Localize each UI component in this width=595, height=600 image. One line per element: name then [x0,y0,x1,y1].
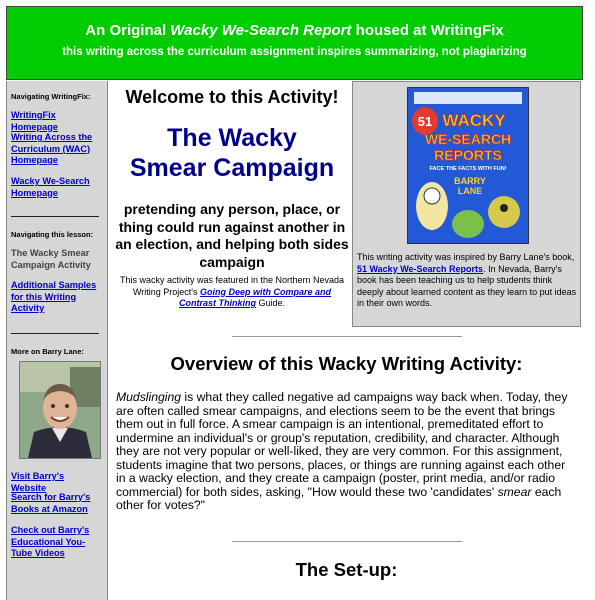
activity-description: pretending any person, place, or thing could run against another in an election, and helping both sides campaign [115,201,349,270]
svg-text:WE-SEARCH: WE-SEARCH [424,131,512,147]
svg-text:REPORTS: REPORTS [434,147,502,163]
book-cover-image[interactable] [407,87,529,244]
sidebar-divider [11,333,99,334]
sidebar-nav-header: Navigating WritingFix: [11,92,91,101]
featured-note: This wacky activity was featured in the Northern Nevada Writing Project's Going Deep with Compare and Contrast Thinking Guide. [119,275,345,308]
overview-paragraph: Mudslinging is what they called negative ad campaigns way back when. Today, they are often called smear campaigns, and elections seem to be the event that brings them out in full force. A smear campaign is an intentional, premeditated effort to undermine an individual's or group's reputation, credibility, and character. Although they are not very popular or well-liked, they are very common. For this assignment, students imagine that two persons, places, or things are running against each other in a wacky election, and they create a campaign (poster, print media, and/or radio commercial) for both sides, asking, "How would these two 'candidates' smear each other for votes?" [116,390,568,512]
svg-text:BARRY: BARRY [454,176,486,186]
activity-title [112,123,352,183]
overview-heading: Overview of this Wacky Writing Activity: [170,353,523,374]
section-divider [232,541,462,542]
barry-lane-photo [19,361,101,459]
sidebar-link-barry-books-amazon[interactable]: Search for Barry's Books at Amazon [11,492,91,514]
welcome-heading: Welcome to this Activity! [125,87,339,107]
activity-title-line2: Smear Campaign [129,154,335,182]
svg-text:LANE: LANE [457,186,483,196]
page-title: An Original Wacky We-Search Report housed at WritingFix [85,22,504,39]
sidebar-lesson-header: Navigating this lesson: [11,230,94,239]
header-banner [6,6,583,80]
book-panel [352,81,581,327]
activity-title-line1: The Wacky [167,124,297,152]
sidebar-link-additional-samples[interactable]: Additional Samples for this Writing Activity [11,280,97,313]
sidebar-more-header: More on Barry Lane: [11,347,84,356]
welcome-panel [112,81,352,327]
sidebar-link-barry-website[interactable]: Visit Barry's Website [11,471,65,493]
inspiration-note: This writing activity was inspired by Barry Lane's book, 51 Wacky We-Search Reports. In Nevada, Barry's book has been teaching us to help students think deeply about learned content as they learn to put ideas in their own words. [357,252,577,308]
book-title-link[interactable]: 51 Wacky We-Search Reports [357,263,484,274]
sidebar-link-wac-home[interactable]: Writing Across the Curriculum (WAC) Homepage [11,132,93,165]
featured-guide-link[interactable]: Going Deep with Compare and Contrast Thinking [178,286,332,308]
svg-text:WACKY: WACKY [442,111,506,130]
section-divider [232,336,462,337]
sidebar-link-wacky-we-search-home[interactable]: Wacky We-Search Homepage [11,176,90,198]
sidebar-current-lesson: The Wacky Smear Campaign Activity [11,248,91,270]
svg-text:51: 51 [417,114,433,129]
svg-text:FACE THE FACTS WITH FUN!: FACE THE FACTS WITH FUN! [429,166,507,172]
page-subtitle: this writing across the curriculum assignment inspires summarizing, not plagiarizing [62,46,527,58]
sidebar [6,81,108,600]
sidebar-divider [11,216,99,217]
sidebar-link-barry-youtube[interactable]: Check out Barry's Educational You-Tube Videos [11,525,90,558]
setup-heading: The Set-up: [295,559,398,580]
sidebar-link-writingfix-home[interactable]: WritingFix Homepage [11,110,58,132]
